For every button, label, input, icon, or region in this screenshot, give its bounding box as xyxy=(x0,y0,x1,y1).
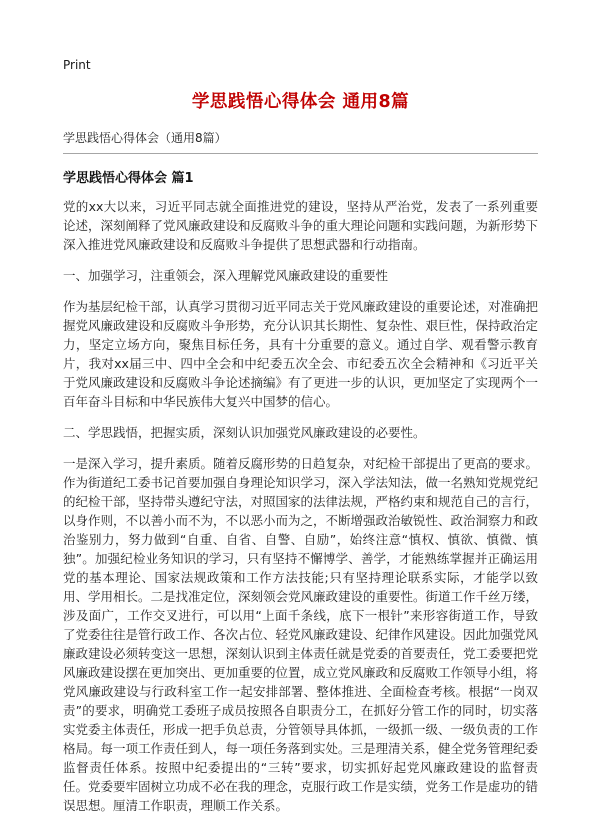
document-subtitle: 学思践悟心得体会（通用8篇） xyxy=(63,129,538,154)
paragraph-part-one-body: 作为基层纪检干部，认真学习贯彻习近平同志关于党风廉政建设的重要论述，对准确把握党风廉政建设和反腐败斗争形势，充分认识其长期性、复杂性、艰巨性，保持政治定力，坚定立场方向，聚焦目标任务，具有十分重要的意义。通过自学、观看警示教育片，我对xx届三中、四中全会和中纪委五次全会、市纪委五次全会精神和《习近平关于党风廉政建设和反腐败斗争论述摘编》有了更进一步的认识，更加坚定了实现两个一百年奋斗目标和中华民族伟大复兴中国梦的信心。 xyxy=(63,299,539,409)
page-title: 学思践悟心得体会 通用8篇 xyxy=(191,92,410,112)
subheading-part-two: 二、学思践悟，把握实质，深刻认识加强党风廉政建设的必要性。 xyxy=(63,425,426,440)
section-heading-essay-1: 学思践悟心得体会 篇1 xyxy=(63,171,194,186)
paragraph-intro: 党的xx大以来，习近平同志就全面推进党的建设，坚持从严治党，发表了一系列重要论述，深刻阐释了党风廉政建设和反腐败斗争的重大理论问题和实践问题，为新形势下深入推进党风廉政建设和反腐败斗争提供了思想武器和行动指南。 xyxy=(63,199,539,252)
print-button[interactable]: Print xyxy=(63,58,91,72)
subheading-part-one: 一、加强学习，注重领会，深入理解党风廉政建设的重要性 xyxy=(63,268,389,283)
paragraph-part-two-body: 一是深入学习，提升素质。随着反腐形势的日趋复杂，对纪检干部提出了更高的要求。作为街道纪工委书记首要加强自身理论知识学习，深入学法知法，做一名熟知党规党纪的纪检干部，坚持带头遵纪守法，对照国家的法律法规，严格约束和规范自己的言行，以身作则，不以善小而不为，不以恶小而为之，不断增强政治敏锐性、政治洞察力和政治鉴别力，努力做到“自重、自省、自警、自励”，始终注意“慎权、慎欲、慎微、慎独”。加强纪检业务知识的学习，只有坚持不懈博学、善学，才能熟练掌握并正确运用党的基本理论、国家法规政策和工作方法技能;只有坚持理论联系实际，才能学以致用、学用相长。二是找准定位，深刻领会党风廉政建设的重要性。街道工作千丝万缕，涉及面广，工作交叉进行，可以用“上面千条线，底下一根针”来形容街道工作，导致了党委往往是管行政工作、各次占位、轻党风廉政建设、纪律作风建设。因此加强党风廉政建设必须转变这一思想，深刻认识到主体责任就是党委的首要责任，党工委要把党风廉政建设摆在更加突出、更加重要的位置，成立党风廉政和反腐败工作领导小组，将党风廉政建设与行政科室工作一起安排部署、整体推进、全面检查考核。根据“一岗双责”的要求，明确党工委班子成员按照各自职责分工，在抓好分管工作的同时，切实落实党委主体责任，形成一把手负总责，分管领导具体抓，一级抓一级、一级负责的工作格局。每一项工作责任到人，每一项任务落到实处。三是理清关系，健全党务管理纪委监督责任体系。按照中纪委提出的“三转”要求，切实抓好起党风廉政建设的监督责任。党委要牢固树立功成不必在我的理念，克服行政工作是实绩，党务工作是虚功的错误思想。厘清工作职责，理顺工作关系。 xyxy=(63,456,539,813)
